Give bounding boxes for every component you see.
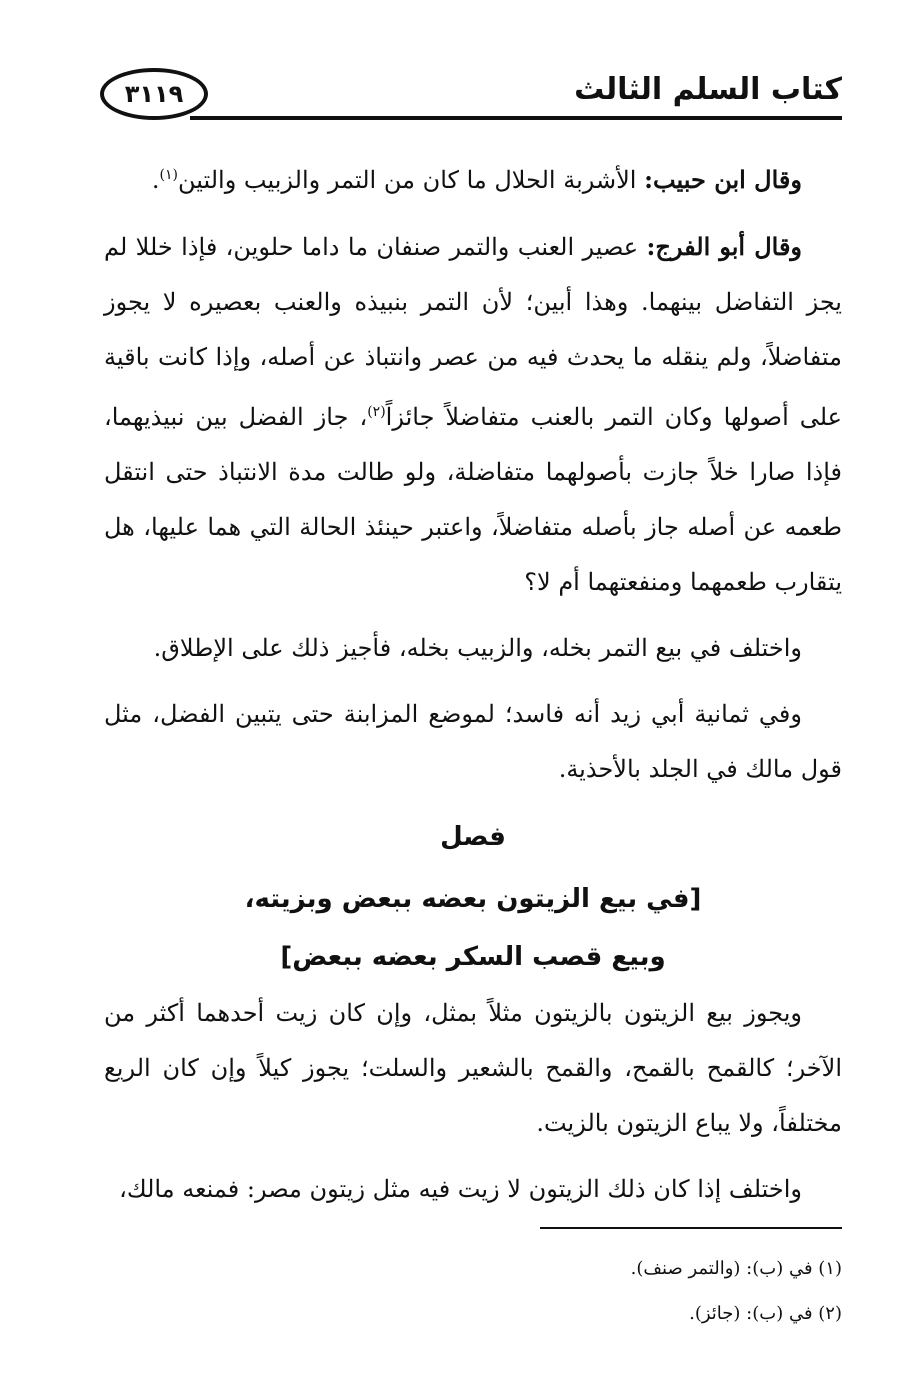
- speaker-name: وقال ابن حبيب:: [644, 165, 802, 194]
- paragraph: [104, 148, 842, 208]
- paragraph: [104, 621, 842, 676]
- speaker-name: وقال أبو الفرج:: [646, 232, 803, 261]
- paragraph-tail: ، جاز الفضل بين نبيذيهما، فإذا صارا خلاً جازت بأصولهما متفاضلة، ولو طالت مدة الانتباذ حتى انتقل طعمه عن أصله جاز بأصله متفاضلاً، واعتبر حينئذ الحالة التي هما عليها، هل يتقارب طعمهما ومنفعتهما أم لا؟: [104, 403, 842, 596]
- page-header: [100, 68, 842, 124]
- paragraph: [104, 986, 842, 1151]
- footnote: (٢) في (ب): (جائز).: [689, 1303, 842, 1324]
- section-label: فصل: [440, 822, 506, 852]
- paragraph-text: واختلف إذا كان ذلك الزيتون لا زيت فيه مثل زيتون مصر: فمنعه مالك،: [119, 1175, 802, 1203]
- footnotes: [104, 1246, 842, 1336]
- paragraph: [104, 219, 842, 610]
- page-number-oval: [100, 68, 208, 120]
- running-title: كتاب السلم الثالث: [574, 72, 842, 107]
- footnote: (١) في (ب): (والتمر صنف).: [630, 1258, 842, 1279]
- paragraph-text: الأشربة الحلال ما كان من التمر والزبيب والتين: [177, 166, 645, 194]
- page-number: ٣١١٩: [124, 80, 184, 108]
- section-title-line-2: وبيع قصب السكر بعضه ببعض]: [280, 942, 666, 972]
- paragraph: [104, 687, 842, 797]
- paragraph: [104, 1162, 842, 1217]
- paragraph-text: ويجوز بيع الزيتون بالزيتون مثلاً بمثل، وإن كان زيت أحدهما أكثر من الآخر؛ كالقمح بالقمح، والقمح بالشعير والسلت؛ يجوز كيلاً وإن كان الريع مختلفاً، ولا يباع الزيتون بالزيت.: [104, 999, 842, 1137]
- paragraph-text: واختلف في بيع التمر بخله، والزبيب بخله، فأجيز ذلك على الإطلاق.: [153, 634, 802, 662]
- paragraph-text: عصير العنب والتمر صنفان ما داما حلوين، فإذا خللا لم يجز التفاضل بينهما. وهذا أبين؛ لأن التمر بنبيذه والعنب بعصيره لا يجوز متفاضلاً، ولم ينقله ما يحدث فيه من عصر وانتباذ عن أصله، وإذا كانت باقية على أصولها وكان التمر بالعنب متفاضلاً جائزاً: [104, 233, 842, 431]
- section-title-line-1: [في بيع الزيتون بعضه ببعض وبزيته،: [244, 884, 702, 914]
- body-text: [104, 148, 842, 1228]
- footnote-ref: (٢): [367, 404, 386, 420]
- paragraph-text: وفي ثمانية أبي زيد أنه فاسد؛ لموضع المزابنة حتى يتبين الفضل، مثل قول مالك في الجلد بالأحذية.: [104, 700, 842, 783]
- header-rule: [190, 116, 842, 120]
- paragraph-tail: .: [151, 166, 160, 194]
- footnote-separator: [540, 1227, 842, 1229]
- footnote-ref: (١): [159, 167, 178, 183]
